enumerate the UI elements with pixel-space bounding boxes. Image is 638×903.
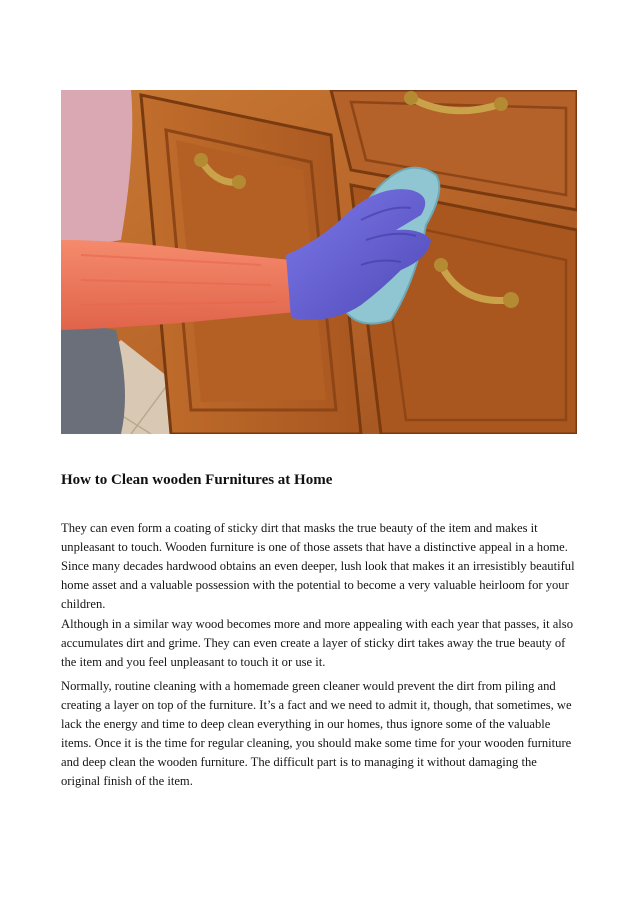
hero-image — [61, 90, 577, 434]
person-shirt — [61, 90, 132, 250]
cabinet-cleaning-illustration — [61, 90, 577, 434]
article-title: How to Clean wooden Furnitures at Home — [61, 472, 333, 488]
article-paragraph: They can even form a coating of sticky dirt that masks the true beauty of the item and makes it unpleasant to touch. Wooden furniture is one of those assets that have a distinctive appeal in a home. Since many decades hardwood obtains an even deeper, lush look that makes it an irresistibly beautiful home asset and a valuable possession with the potential to become a very valuable heirloom for your children. — [61, 521, 575, 612]
article-paragraph: Normally, routine cleaning with a homemade green cleaner would prevent the dirt from piling and creating a layer on top of the furniture. It’s a fact and we need to admit it, though, that sometimes, we lack the energy and time to deep clean everything in our homes, thus ignore some of the valuable items. Once it is the time for regular cleaning, you should make some time for your wooden furniture and deep clean the wooden furniture. The difficult part is to managing it without damaging the original finish of the item. — [61, 679, 572, 789]
article-paragraph: Although in a similar way wood becomes more and more appealing with each year that passes, it also accumulates dirt and grime. They can even create a layer of sticky dirt takes away the true beauty of the item and you feel unpleasant to touch it or use it. — [61, 617, 574, 670]
person-jeans — [61, 320, 125, 434]
